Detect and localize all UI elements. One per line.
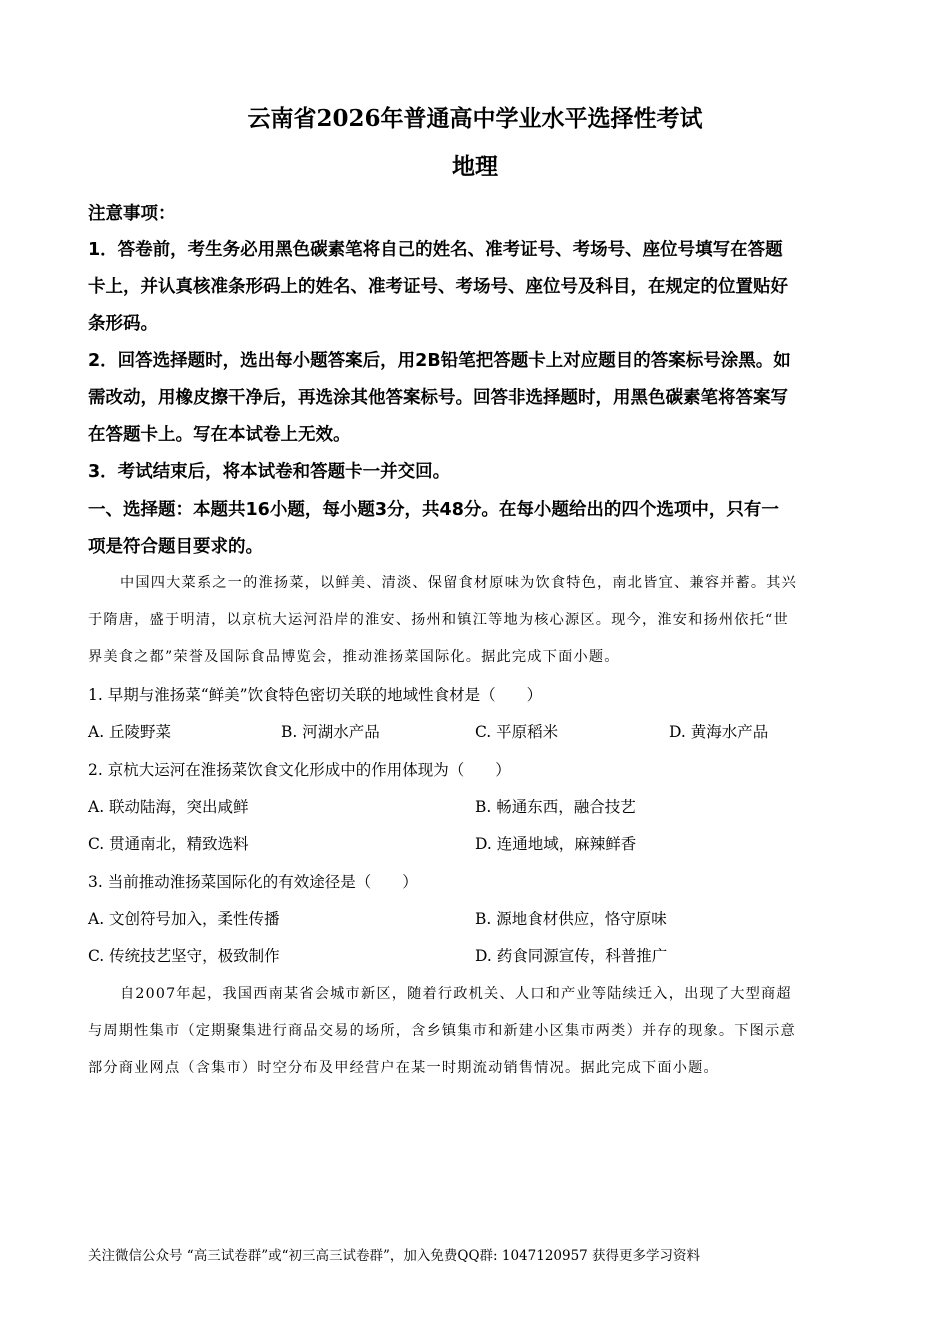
footer-notice: 关注微信公众号 “高三试卷群”或“初三高三试卷群”，加入免费QQ群: 1047120957 获得更多学习资料 xyxy=(88,1248,701,1264)
question-1-option-d: D. 黄海水产品 xyxy=(669,723,769,741)
passage-2-line-3: 部分商业网点（含集市）时空分布及甲经营户在某一时期流动销售情况。据此完成下面小题。 xyxy=(88,1060,719,1076)
question-2-stem: 2. 京杭大运河在淮扬菜饮食文化形成中的作用体现为（ ） xyxy=(88,761,511,779)
passage-2-line-2: 与周期性集市（定期聚集进行商品交易的场所，含乡镇集市和新建小区集市两类）并存的现象。下图示意 xyxy=(88,1023,796,1039)
note-2-line-2: 需改动，用橡皮擦干净后，再选涂其他答案标号。回答非选择题时，用黑色碳素笔将答案写 xyxy=(88,388,788,408)
question-2-option-b: B. 畅通东西，融合技艺 xyxy=(475,798,636,816)
note-3: 3．考试结束后，将本试卷和答题卡一并交回。 xyxy=(88,462,451,482)
note-2-line-3: 在答题卡上。写在本试卷上无效。 xyxy=(88,425,351,445)
passage-1-line-1: 中国四大菜系之一的淮扬菜，以鲜美、清淡、保留食材原味为饮食特色，南北皆宜、兼容并蓄。其兴 xyxy=(120,575,798,591)
question-3-option-c: C. 传统技艺坚守，极致制作 xyxy=(88,947,280,965)
subject-title: 地理 xyxy=(452,153,498,180)
section-heading-line-1: 一、选择题：本题共16小题，每小题3分，共48分。在每小题给出的四个选项中，只有一 xyxy=(88,500,779,520)
passage-1-line-2: 于隋唐，盛于明清，以京杭大运河沿岸的淮安、扬州和镇江等地为核心源区。现今，淮安和扬州依托“世 xyxy=(88,612,789,628)
question-3-stem: 3. 当前推动淮扬菜国际化的有效途径是（ ） xyxy=(88,873,418,891)
question-2-option-d: D. 连通地域，麻辣鲜香 xyxy=(475,835,637,853)
question-3-option-b: B. 源地食材供应，恪守原味 xyxy=(475,910,667,928)
notes-heading: 注意事项： xyxy=(88,204,176,224)
question-1-option-b: B. 河湖水产品 xyxy=(281,723,380,741)
question-3-option-a: A. 文创符号加入，柔性传播 xyxy=(88,910,280,928)
note-1-line-2: 卡上，并认真核准条形码上的姓名、准考证号、考场号、座位号及科目，在规定的位置贴好 xyxy=(88,277,788,297)
question-1-option-a: A. 丘陵野菜 xyxy=(88,723,172,741)
exam-title: 云南省2026年普通高中学业水平选择性考试 xyxy=(247,105,703,132)
question-1-stem: 1. 早期与淮扬菜“鲜美”饮食特色密切关联的地域性食材是（ ） xyxy=(88,686,543,704)
question-1-option-c: C. 平原稻米 xyxy=(475,723,559,741)
passage-2-line-1: 自2007年起，我国西南某省会城市新区，随着行政机关、人口和产业等陆续迁入，出现了大型商超 xyxy=(120,986,792,1002)
note-1-line-3: 条形码。 xyxy=(88,314,158,334)
note-1-line-1: 1．答卷前，考生务必用黑色碳素笔将自己的姓名、准考证号、考场号、座位号填写在答题 xyxy=(88,240,783,260)
note-2-line-1: 2．回答选择题时，选出每小题答案后，用2B铅笔把答题卡上对应题目的答案标号涂黑。如 xyxy=(88,351,791,371)
passage-1-line-3: 界美食之都”荣誉及国际食品博览会，推动淮扬菜国际化。据此完成下面小题。 xyxy=(88,649,620,665)
question-2-option-c: C. 贯通南北，精致选料 xyxy=(88,835,249,853)
question-2-option-a: A. 联动陆海，突出咸鲜 xyxy=(88,798,249,816)
section-heading-line-2: 项是符合题目要求的。 xyxy=(88,537,263,557)
question-3-option-d: D. 药食同源宣传，科普推广 xyxy=(475,947,668,965)
